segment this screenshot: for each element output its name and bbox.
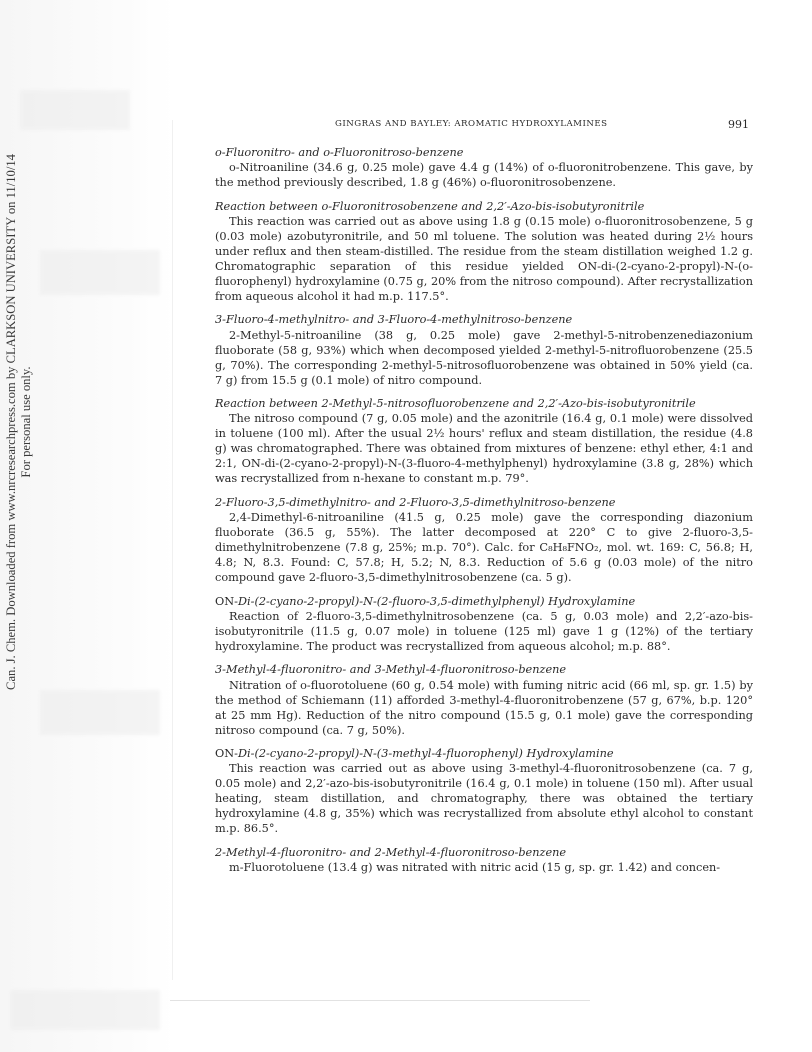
section-2-fluoro-3-5-dimethylnitrobenzene <box>215 495 753 585</box>
scan-artifact <box>20 90 130 130</box>
page-number: 991 <box>728 118 749 131</box>
section-3-fluoro-4-methylnitrobenzene <box>215 312 753 387</box>
section-heading <box>215 746 753 761</box>
running-title: GINGRAS AND BAYLEY: AROMATIC HYDROXYLAMINES <box>335 119 608 129</box>
scan-artifact <box>40 690 160 735</box>
section-paragraph: o-Nitroaniline (34.6 g, 0.25 mole) gave 4.4 g (14%) of o-fluoronitrobenzene. This gave, by the method previously described, 1.8 g (46%) o-fluoronitrosobenzene. <box>215 161 753 190</box>
heading-prefix: ON- <box>215 747 238 761</box>
section-paragraph: The nitroso compound (7 g, 0.05 mole) and the azonitrile (16.4 g, 0.1 mole) were dissolved in toluene (100 ml). After the usual 2½ hours' reflux and steam distillation, the residue (4.8 g) was chromatographed. There was obtained from mixtures of benzene: ethyl ether, 4:1 and 2:1, ON-di-(2-cyano-2-propyl)-N-(3-fluoro-4-methylphenyl) hydroxylamine (3.8 g, 28%) which was recrystallized from n-hexane to constant m.p. 79°. <box>215 412 753 486</box>
heading-text: Di-(2-cyano-2-propyl)-N-(3-methyl-4-fluorophenyl) Hydroxylamine <box>237 747 614 761</box>
section-paragraph: m-Fluorotoluene (13.4 g) was nitrated with nitric acid (15 g, sp. gr. 1.42) and concen- <box>229 861 721 875</box>
section-paragraph: 2,4-Dimethyl-6-nitroaniline (41.5 g, 0.25 mole) gave the corresponding diazonium fluoborate (36.5 g, 55%). The latter decomposed at 220° C to give 2-fluoro-3,5-dimethylnitrobenzene (7.8 g, 25%; m.p. 70°). Calc. for C₈H₈FNO₂, mol. wt. 169: C, 56.8; H, 4.8; N, 8.3. Found: C, 57.8; H, 5.2; N, 8.3. Reduction of 5.6 g (0.03 mole) of the nitro compound gave 2-fluoro-3,5-dimethylnitrosobenzene (ca. 5 g). <box>215 511 753 585</box>
scan-artifact-line <box>172 120 173 980</box>
section-paragraph: This reaction was carried out as above using 3-methyl-4-fluoronitrosobenzene (ca. 7 g, 0.05 mole) and 2,2′-azo-bis-isobutyronitrile (16.4 g, 0.1 mole) in toluene (150 ml). After usual heating, steam distillation, and chromatography, there was obtained the tertiary hydroxylamine (4.8 g, 35%) which was recrystallized from absolute ethyl alcohol to constant m.p. 86.5°. <box>215 762 753 836</box>
section-hydroxylamine-methylfluorophenyl <box>215 746 753 836</box>
article-body <box>215 145 753 884</box>
watermark-line-2: For personal use only. <box>19 366 33 478</box>
scan-artifact-line <box>170 1000 590 1001</box>
download-watermark <box>4 102 34 742</box>
section-paragraph: Reaction of 2-fluoro-3,5-dimethylnitrosobenzene (ca. 5 g, 0.03 mole) and 2,2′-azo-bis-isobutyronitrile (11.5 g, 0.07 mole) in toluene (125 ml) gave 1 g (12%) of the tertiary hydroxylamine. The product was recrystallized from aqueous alcohol; m.p. 88°. <box>215 609 753 653</box>
scan-artifact <box>40 250 160 295</box>
section-reaction-o-fluoronitrosobenzene <box>215 199 753 304</box>
scan-artifact <box>10 990 160 1030</box>
section-3-methyl-4-fluoronitrobenzene <box>215 662 753 737</box>
section-paragraph: This reaction was carried out as above using 1.8 g (0.15 mole) o-fluoronitrosobenzene, 5 g (0.03 mole) azobutyronitrile, and 50 ml toluene. The solution was heated during 2½ hours under reflux and then steam-distilled. The residue from the steam distillation weighed 1.2 g. Chromatographic separation of this residue yielded ON-di-(2-cyano-2-propyl)-N-(o-fluorophenyl) hydroxylamine (0.75 g, 20% from the nitroso compound). After recrystallization from aqueous alcohol it had m.p. 117.5°. <box>215 214 753 303</box>
section-heading: o-Fluoronitro- and o-Fluoronitroso-benzene <box>215 146 464 159</box>
section-heading: 3-Methyl-4-fluoronitro- and 3-Methyl-4-fluoronitroso-benzene <box>215 663 567 677</box>
section-heading: 2-Methyl-4-fluoronitro- and 2-Methyl-4-fluoronitroso-benzene <box>215 845 567 859</box>
section-hydroxylamine-dimethylphenyl <box>215 594 753 654</box>
section-heading: Reaction between 2-Methyl-5-nitrosofluorobenzene and 2,2′-Azo-bis-isobutyronitrile <box>215 397 696 411</box>
watermark-line-1: Can. J. Chem. Downloaded from www.nrcresearchpress.com by CLARKSON UNIVERSITY on 11/10/14 <box>4 154 18 690</box>
section-heading: Reaction between o-Fluoronitrosobenzene and 2,2′-Azo-bis-isobutyronitrile <box>215 199 645 213</box>
section-o-fluoronitrobenzene <box>215 145 753 190</box>
section-paragraph: 2-Methyl-5-nitroaniline (38 g, 0.25 mole) gave 2-methyl-5-nitrobenzenediazonium fluoborate (58 g, 93%) which when decomposed yielded 2-methyl-5-nitrofluorobenzene (25.5 g, 70%). The corresponding 2-methyl-5-nitrosofluorobenzene was obtained in 50% yield (ca. 7 g) from 15.5 g (0.1 mole) of nitro compound. <box>215 328 753 387</box>
heading-prefix: ON- <box>215 594 238 608</box>
section-heading: 3-Fluoro-4-methylnitro- and 3-Fluoro-4-methylnitroso-benzene <box>215 313 573 327</box>
section-2-methyl-4-fluoronitrobenzene <box>215 845 753 875</box>
section-heading: 2-Fluoro-3,5-dimethylnitro- and 2-Fluoro-3,5-dimethylnitroso-benzene <box>215 495 616 509</box>
section-heading <box>215 594 753 609</box>
heading-text: Di-(2-cyano-2-propyl)-N-(2-fluoro-3,5-dimethylphenyl) Hydroxylamine <box>237 594 636 608</box>
section-paragraph: Nitration of o-fluorotoluene (60 g, 0.54 mole) with fuming nitric acid (66 ml, sp. gr. 1.5) by the method of Schiemann (11) afforded 3-methyl-4-fluoronitrobenzene (57 g, 67%, b.p. 120° at 25 mm Hg). Reduction of the nitro compound (15.5 g, 0.1 mole) gave the corresponding nitroso compound (ca. 7 g, 50%). <box>215 678 753 737</box>
section-reaction-2-methyl-5-nitrosofluorobenzene <box>215 396 753 486</box>
running-header <box>215 119 753 135</box>
